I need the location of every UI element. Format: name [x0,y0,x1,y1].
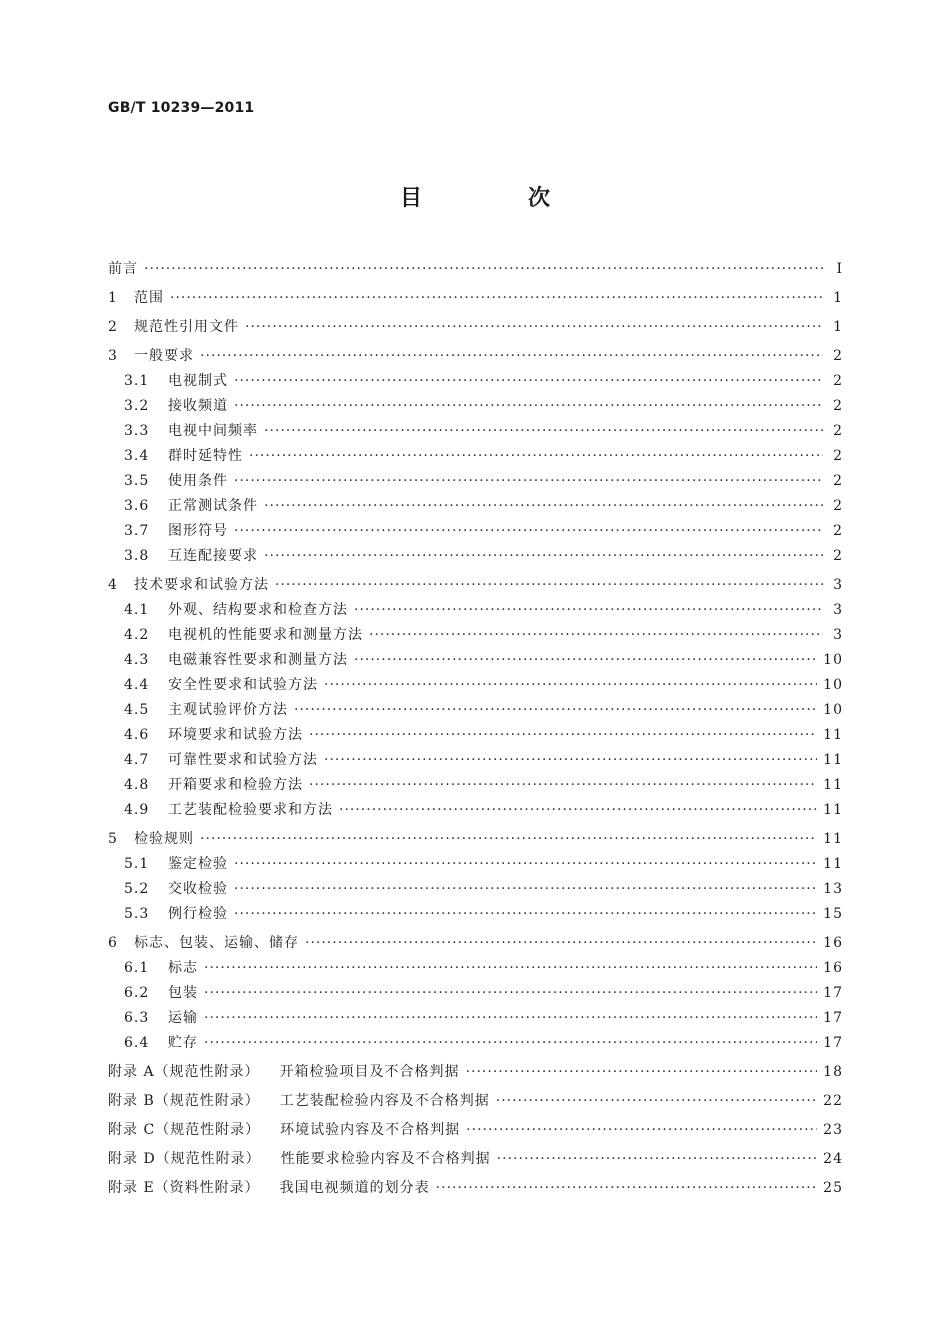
toc-entry-page: 3 [833,602,843,618]
toc-entry-number: 5.1 [124,856,150,872]
toc-leader-dots [309,726,817,744]
toc-leader-dots [200,347,823,365]
toc-entry-title: 环境要求和试验方法 [168,727,303,743]
toc-entry-page: 1 [833,319,843,335]
toc-leader-dots [309,776,817,794]
toc-entry-title: 例行检验 [168,906,228,922]
toc-entry[interactable] [108,547,843,565]
toc-entry[interactable] [108,676,843,694]
toc-entry[interactable] [108,701,843,719]
toc-entry[interactable] [108,726,843,744]
toc-entry-title: 鉴定检验 [168,856,228,872]
toc-entry-number: 3 [108,348,118,364]
toc-entry-number: 6.3 [124,1010,150,1026]
toc-entry[interactable] [108,934,843,952]
toc-entry-number: 4.1 [124,602,150,618]
annex-title: 环境试验内容及不合格判据 [280,1122,461,1138]
toc-entry-page: 22 [823,1093,843,1109]
toc-entry-page: 11 [823,727,843,743]
toc-leader-dots [234,522,823,540]
toc-entry-page: 10 [823,677,843,693]
toc-entry[interactable] [108,651,843,669]
toc-entry-page: 25 [823,1180,843,1196]
toc-entry[interactable] [108,422,843,440]
toc-entry-title: 工艺装配检验要求和方法 [168,802,333,818]
toc-entry[interactable] [108,1034,843,1052]
toc-leader-dots [436,1179,818,1197]
annex-title: 性能要求检验内容及不合格判据 [280,1151,491,1167]
toc-entry-title: 安全性要求和试验方法 [168,677,318,693]
toc-entry-number: 1 [108,290,118,306]
toc-entry[interactable] [108,397,843,415]
toc-annex-entry[interactable] [108,1150,843,1168]
toc-entry[interactable] [108,260,843,278]
toc-entry[interactable] [108,347,843,365]
toc-entry-number: 4.6 [124,727,150,743]
toc-annex-entry[interactable] [108,1179,843,1197]
toc-entry-page: 2 [833,473,843,489]
toc-entry[interactable] [108,905,843,923]
toc-entry-number: 5.2 [124,881,150,897]
toc-entry-title: 电视中间频率 [168,423,258,439]
toc-entry-title: 技术要求和试验方法 [134,577,269,593]
toc-entry-number: 5 [108,831,118,847]
toc-entry-number: 4 [108,577,118,593]
toc-entry-title: 电视制式 [168,373,228,389]
toc-entry[interactable] [108,984,843,1002]
toc-entry-number: 3.1 [124,373,150,389]
toc-leader-dots [275,576,823,594]
toc-entry[interactable] [108,855,843,873]
toc-entry-page: 2 [833,448,843,464]
toc-entry-title: 前言 [108,261,138,277]
toc-entry-page: 2 [833,548,843,564]
toc-entry[interactable] [108,626,843,644]
toc-leader-dots [466,1121,817,1139]
table-of-contents [108,256,843,1197]
toc-entry[interactable] [108,447,843,465]
toc-leader-dots [305,934,817,952]
toc-leader-dots [496,1092,817,1110]
toc-leader-dots [324,751,817,769]
toc-leader-dots [264,547,823,565]
toc-entry-number: 3.5 [124,473,150,489]
toc-entry-number: 3.8 [124,548,150,564]
toc-leader-dots [204,959,817,977]
toc-entry-page: 2 [833,523,843,539]
toc-entry-title: 主观试验评价方法 [168,702,288,718]
toc-leader-dots [204,984,817,1002]
toc-entry-number: 6.4 [124,1035,150,1051]
toc-entry-page: 17 [823,1010,843,1026]
toc-entry-page: 2 [833,498,843,514]
toc-entry[interactable] [108,830,843,848]
toc-entry-title: 电磁兼容性要求和测量方法 [168,652,348,668]
toc-leader-dots [234,855,817,873]
toc-leader-dots [204,1034,817,1052]
toc-leader-dots [466,1063,818,1081]
toc-entry-page: 24 [823,1151,843,1167]
toc-entry[interactable] [108,880,843,898]
toc-leader-dots [497,1150,817,1168]
toc-entry[interactable] [108,601,843,619]
toc-entry-number: 3.7 [124,523,150,539]
toc-entry-title: 电视机的性能要求和测量方法 [168,627,363,643]
toc-entry-page: 16 [823,935,843,951]
toc-entry-number: 4.7 [124,752,150,768]
annex-type: 附录 A（规范性附录） [108,1064,260,1080]
toc-entry-title: 标志 [168,960,198,976]
toc-entry[interactable] [108,776,843,794]
toc-entry-number: 6.2 [124,985,150,1001]
toc-leader-dots [234,397,823,415]
toc-entry-number: 3.3 [124,423,150,439]
toc-entry[interactable] [108,472,843,490]
toc-entry-number: 5.3 [124,906,150,922]
toc-leader-dots [294,701,817,719]
annex-type: 附录 B（规范性附录） [108,1093,260,1109]
toc-entry-title: 贮存 [168,1035,198,1051]
annex-title: 工艺装配检验内容及不合格判据 [279,1093,490,1109]
toc-entry-title: 包装 [168,985,198,1001]
toc-entry-page: Ⅰ [836,261,843,277]
toc-entry-page: 11 [823,777,843,793]
toc-entry-title: 范围 [134,290,164,306]
toc-entry-number: 3.6 [124,498,150,514]
toc-leader-dots [354,651,817,669]
toc-entry-title: 标志、包装、运输、储存 [134,935,299,951]
toc-entry[interactable] [108,318,843,336]
annex-title: 开箱检验项目及不合格判据 [279,1064,460,1080]
toc-annex-entry[interactable] [108,1092,843,1110]
toc-entry-page: 11 [823,752,843,768]
page-title: 目 次 [399,186,592,211]
toc-entry-page: 11 [823,856,843,872]
toc-entry-page: 23 [823,1122,843,1138]
toc-leader-dots [204,1009,817,1027]
toc-entry-page: 10 [823,652,843,668]
toc-entry-number: 6 [108,935,118,951]
toc-entry[interactable] [108,959,843,977]
toc-entry-number: 4.8 [124,777,150,793]
annex-type: 附录 E（资料性附录） [108,1180,260,1196]
toc-entry-number: 4.5 [124,702,150,718]
toc-entry-title: 互连配接要求 [168,548,258,564]
toc-entry-number: 2 [108,319,118,335]
toc-leader-dots [245,318,823,336]
toc-entry-title: 外观、结构要求和检查方法 [168,602,348,618]
toc-entry-title: 一般要求 [134,348,194,364]
toc-entry-number: 6.1 [124,960,150,976]
toc-entry-title: 运输 [168,1010,198,1026]
toc-entry-page: 11 [823,802,843,818]
toc-entry-page: 11 [823,831,843,847]
toc-entry[interactable] [108,497,843,515]
toc-entry-number: 3.2 [124,398,150,414]
toc-entry[interactable] [108,522,843,540]
toc-entry-page: 2 [833,398,843,414]
toc-entry-page: 2 [833,373,843,389]
toc-annex-entry[interactable] [108,1121,843,1139]
annex-type: 附录 D（规范性附录） [108,1151,261,1167]
toc-entry-page: 1 [833,290,843,306]
toc-entry-number: 4.9 [124,802,150,818]
toc-entry[interactable] [108,751,843,769]
toc-entry-number: 4.4 [124,677,150,693]
toc-entry-page: 18 [823,1064,843,1080]
toc-leader-dots [234,372,823,390]
toc-leader-dots [249,447,823,465]
toc-leader-dots [234,472,823,490]
toc-leader-dots [234,905,817,923]
toc-entry-title: 可靠性要求和试验方法 [168,752,318,768]
toc-entry-page: 3 [833,577,843,593]
toc-entry[interactable] [108,372,843,390]
annex-title: 我国电视频道的划分表 [279,1180,430,1196]
toc-entry-title: 正常测试条件 [168,498,258,514]
toc-entry-page: 10 [823,702,843,718]
toc-leader-dots [264,497,823,515]
toc-entry[interactable] [108,289,843,307]
toc-entry-title: 检验规则 [134,831,194,847]
toc-entry-title: 规范性引用文件 [134,319,239,335]
annex-type: 附录 C（规范性附录） [108,1122,261,1138]
toc-entry-number: 4.2 [124,627,150,643]
toc-entry-title: 接收频道 [168,398,228,414]
standard-code: GB/T 10239—2011 [108,100,255,116]
toc-entry-title: 使用条件 [168,473,228,489]
toc-leader-dots [324,676,817,694]
toc-entry-page: 15 [823,906,843,922]
toc-entry-page: 16 [823,960,843,976]
toc-entry[interactable] [108,576,843,594]
toc-entry-page: 17 [823,1035,843,1051]
toc-leader-dots [144,260,823,278]
toc-entry-page: 13 [823,881,843,897]
toc-entry[interactable] [108,1009,843,1027]
toc-entry-page: 2 [833,348,843,364]
toc-entry-title: 交收检验 [168,881,228,897]
toc-entry-number: 3.4 [124,448,150,464]
toc-annex-entry[interactable] [108,1063,843,1081]
toc-entry[interactable] [108,801,843,819]
toc-leader-dots [264,422,823,440]
toc-leader-dots [200,830,817,848]
toc-entry-title: 图形符号 [168,523,228,539]
toc-entry-page: 2 [833,423,843,439]
toc-leader-dots [354,601,823,619]
toc-entry-number: 4.3 [124,652,150,668]
toc-entry-page: 3 [833,627,843,643]
toc-leader-dots [339,801,817,819]
toc-entry-page: 17 [823,985,843,1001]
toc-leader-dots [234,880,817,898]
toc-leader-dots [170,289,823,307]
toc-entry-title: 开箱要求和检验方法 [168,777,303,793]
toc-entry-title: 群时延特性 [168,448,243,464]
toc-leader-dots [369,626,823,644]
